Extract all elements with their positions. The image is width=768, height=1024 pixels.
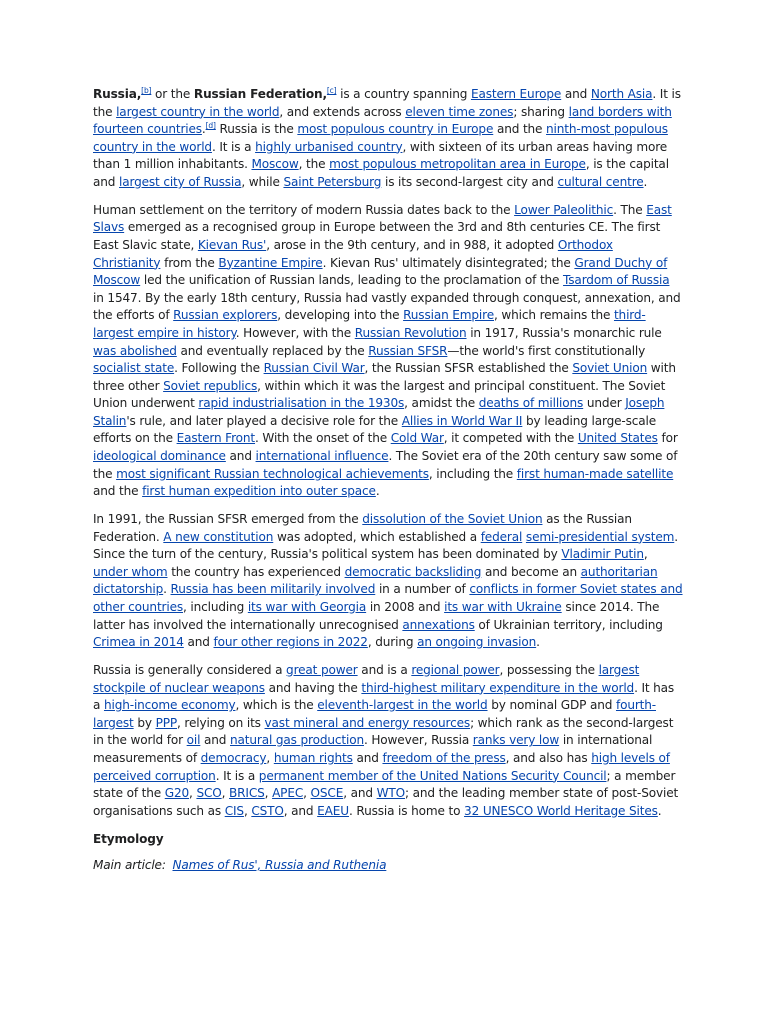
text-run: . It has a (93, 680, 675, 713)
wiki-link[interactable]: APEC (272, 786, 304, 801)
text-run: . It is the (93, 87, 681, 119)
footnote-marker (141, 86, 151, 95)
wiki-link[interactable]: annexations (402, 617, 475, 632)
wiki-link[interactable]: deaths of millions (478, 396, 584, 411)
text-run: . With the onset of the (255, 431, 391, 446)
text-run: in a number of (375, 582, 470, 597)
text-run: Human settlement on the territory of modern Russia dates back to the (93, 202, 515, 217)
wiki-link[interactable]: 32 UNESCO World Heritage Sites (464, 803, 658, 818)
text-run: , while (241, 174, 284, 189)
text-run: since 2014. The latter has involved the internationally unrecognised (93, 600, 660, 632)
wiki-link[interactable]: democracy (200, 750, 267, 765)
text-run: . Since the turn of the century, Russia's political system has been dominated by (93, 529, 678, 562)
text-run: , relying on its (177, 715, 265, 730)
text-run: , during (367, 635, 418, 650)
wiki-link[interactable]: Grand Duchy of Moscow (93, 255, 668, 288)
text-run: —the world's first constitutionally (447, 343, 646, 358)
text-run: , which remains the (494, 308, 614, 323)
text-run: Russia is the (215, 122, 298, 137)
wiki-link[interactable]: most populous country in Europe (297, 122, 494, 137)
wiki-link[interactable]: Saint Petersburg (283, 174, 382, 189)
wiki-link[interactable]: semi-presidential system (525, 529, 675, 544)
text-run: from the (160, 255, 219, 270)
text-run: , which is the (235, 698, 318, 713)
wiki-link[interactable]: Allies in World War II (401, 413, 523, 428)
wiki-link[interactable]: four other regions in 2022 (213, 635, 368, 650)
text-run: is its second-largest city and (381, 174, 558, 189)
wiki-link[interactable]: Eastern Europe (470, 87, 562, 101)
wiki-link[interactable]: Soviet republics (163, 378, 258, 393)
wiki-link[interactable]: vast mineral and energy resources (264, 715, 471, 730)
wiki-link[interactable]: authoritarian (580, 564, 658, 579)
wiki-link[interactable]: Russian SFSR (368, 343, 448, 358)
text-run: by (133, 715, 156, 730)
text-run: in 1547. By the early 18th century, Russia had vastly expanded through conquest, annexation, and the efforts of (93, 290, 681, 323)
text-run: . The Soviet era of the 20th century saw some of the (93, 449, 678, 481)
text-run: and the (93, 484, 143, 499)
text-run: , (303, 786, 311, 801)
wiki-link[interactable]: high-income economy (103, 698, 236, 713)
text-run: the country has experienced (167, 564, 345, 579)
text-run: , including (183, 600, 248, 614)
text-run: , (221, 786, 230, 801)
wiki-link[interactable]: Cold War (390, 431, 444, 446)
text-run: in 1917, Russia's monarchic rule (466, 325, 662, 340)
article-body (93, 86, 683, 820)
wiki-link[interactable]: PPP (155, 715, 178, 730)
wiki-link[interactable]: BRICS (229, 786, 265, 801)
wiki-link[interactable]: first human-made satellite (516, 466, 674, 481)
wiki-link[interactable]: largest country in the world (116, 104, 280, 119)
text-run: . (643, 174, 648, 189)
text-run: as the Russian Federation. (93, 512, 632, 544)
text-run: , including the (428, 466, 517, 481)
wiki-link[interactable]: Lower Paleolithic (514, 202, 614, 217)
wiki-link[interactable]: SCO (196, 786, 222, 801)
paragraph-4 (93, 662, 683, 820)
text-run: . (657, 803, 662, 818)
wiki-link[interactable]: CIS (224, 803, 244, 818)
text-run: , (264, 786, 273, 801)
text-run: . However, Russia (363, 733, 473, 748)
wiki-link[interactable]: A new constitution (163, 529, 274, 544)
wiki-link[interactable]: its war with Georgia (247, 600, 367, 614)
wiki-link[interactable]: Joseph Stalin (93, 396, 665, 428)
wiki-link[interactable]: democratic backsliding (344, 564, 482, 579)
bold-text: Russia, (93, 87, 142, 101)
wiki-link[interactable]: human rights (273, 750, 353, 765)
section-heading-etymology: Etymology (93, 831, 164, 846)
wiki-link[interactable]: largest city of Russia (119, 174, 242, 189)
text-run: and eventually replaced by the (176, 343, 369, 358)
footnote-link[interactable]: [d] (205, 121, 216, 131)
wiki-link[interactable]: oil (186, 733, 201, 748)
footnote-marker (327, 86, 337, 95)
wiki-link[interactable]: an ongoing invasion (417, 635, 537, 650)
text-run: with three other (93, 361, 676, 393)
text-run: . Following the (174, 361, 264, 376)
text-run: . (375, 484, 380, 499)
wiki-link[interactable]: third-highest military expenditure in the world (361, 680, 635, 695)
wiki-link[interactable]: federal (480, 529, 523, 544)
wiki-link[interactable]: natural gas production (230, 733, 364, 748)
text-run: . Russia is home to (348, 803, 465, 818)
main-article-note (93, 857, 683, 875)
wiki-link[interactable]: Moscow (251, 157, 299, 172)
wiki-link[interactable]: Tsardom of Russia (563, 273, 670, 288)
wiki-link[interactable]: Byzantine Empire (218, 255, 323, 270)
paragraph-1 (93, 86, 683, 192)
wiki-link[interactable]: North Asia (590, 87, 653, 101)
wiki-link[interactable]: G20 (164, 786, 190, 801)
wiki-link[interactable]: ranks very low (472, 733, 560, 748)
wiki-link[interactable]: Soviet Union (572, 361, 648, 376)
wiki-link[interactable]: Russian Revolution (354, 325, 467, 340)
text-run: Russia is generally considered a (93, 662, 287, 677)
wiki-link[interactable]: high levels of perceived corruption (93, 750, 670, 783)
text-run: , arose in the 9th century, and in 988, it adopted (266, 237, 558, 252)
wiki-link[interactable]: great power (286, 662, 358, 677)
text-run: , the Russian SFSR established the (364, 361, 573, 376)
text-run: . It is a (211, 139, 256, 154)
text-run: , it competed with the (443, 431, 578, 446)
paragraph-2 (93, 202, 683, 501)
text-run: and (200, 733, 231, 748)
footnote-link[interactable]: [c] (326, 86, 337, 95)
wiki-link[interactable]: regional power (411, 662, 500, 677)
text-run: , and also has (505, 750, 592, 765)
text-run: ; a member state of the (93, 768, 676, 801)
text-run: led the unification of Russian lands, leading to the proclamation of the (140, 273, 564, 288)
text-run: , and extends across (279, 104, 406, 119)
text-run: . Kievan Rus' ultimately disintegrated; the (322, 255, 575, 270)
text-run: and (352, 750, 383, 765)
wiki-link[interactable]: rapid industrialisation in the 1930s (198, 396, 405, 411)
wiki-link[interactable]: dictatorship (93, 582, 164, 597)
text-run: ; and the leading member state of post-Soviet organisations such as (93, 786, 679, 818)
main-article-label: Main article: (93, 857, 166, 872)
wiki-link[interactable]: conflicts in former Soviet states and other countries (93, 582, 683, 614)
wiki-link[interactable]: first human expedition into outer space (142, 484, 376, 499)
wiki-link[interactable]: United States (577, 431, 658, 446)
text-run: and (561, 87, 591, 101)
text-run: , (243, 803, 252, 818)
text-run: , possessing the (499, 662, 599, 677)
text-run: , with sixteen of its urban areas having more than 1 million inhabitants. (93, 139, 668, 172)
wiki-link[interactable]: dissolution of the Soviet Union (362, 512, 543, 527)
main-article-link[interactable]: Names of Rus', Russia and Ruthenia (172, 857, 387, 872)
text-run: and the (493, 122, 547, 137)
text-run: emerged as a recognised group in Europe between the 3rd and 8th centuries CE. The first East Slavic state, (93, 220, 661, 252)
wiki-link[interactable]: Russian Empire (403, 308, 494, 323)
wiki-link[interactable]: Eastern Front (176, 431, 256, 446)
bold-text: Russian Federation, (193, 87, 327, 101)
wiki-link[interactable]: freedom of the press (382, 750, 506, 765)
wiki-link[interactable]: Orthodox Christianity (93, 237, 613, 270)
text-run: . (201, 122, 206, 137)
wiki-link[interactable]: cultural centre (557, 174, 644, 189)
text-run: , (643, 547, 648, 562)
text-run: 's rule, and later played a decisive role for the (126, 413, 402, 428)
wiki-link[interactable]: Crimea in 2014 (93, 635, 184, 650)
wiki-link[interactable]: EAEU (317, 803, 349, 818)
wiki-link[interactable]: Vladimir Putin (561, 547, 644, 562)
text-run: , developing into the (277, 308, 404, 323)
wiki-link[interactable]: East Slavs (93, 202, 672, 235)
text-run: . It is a (215, 768, 259, 783)
text-run: ; which rank as the second-largest in the world for (93, 715, 674, 748)
text-run: by leading large-scale efforts on the (93, 413, 657, 446)
text-run: , (189, 786, 197, 801)
text-run: and (183, 635, 214, 650)
wiki-link[interactable]: WTO (376, 786, 406, 801)
text-run: in international measurements of (93, 733, 653, 765)
text-run: , and (343, 786, 377, 801)
wiki-link[interactable]: international influence (255, 449, 389, 464)
wiki-link[interactable]: largest stockpile of nuclear weapons (93, 662, 640, 695)
wiki-link[interactable]: land borders with fourteen countries (93, 104, 672, 137)
text-run: and (225, 449, 256, 464)
text-run: , and (283, 803, 318, 818)
wiki-link[interactable]: most populous metropolitan area in Europe (329, 157, 586, 172)
wiki-link[interactable]: Russia has been militarily involved (170, 582, 376, 597)
wiki-link[interactable]: socialist state (93, 361, 175, 376)
text-run: . However, with the (235, 325, 355, 340)
wiki-link[interactable]: fourth-largest (93, 698, 656, 730)
wiki-link[interactable]: under whom (93, 564, 168, 579)
text-run: was adopted, which established a (273, 529, 481, 544)
text-run: and having the (264, 680, 362, 695)
wiki-link[interactable]: highly urbanised country (255, 139, 403, 154)
wiki-link[interactable]: OSCE (310, 786, 344, 801)
wiki-link[interactable]: its war with Ukraine (444, 600, 562, 614)
wiki-link[interactable]: permanent member of the United Nations Security Council (258, 768, 607, 783)
text-run: and become an (481, 564, 581, 579)
text-run: and is a (357, 662, 412, 677)
text-run: , is the capital and (93, 157, 669, 189)
text-run: under (583, 396, 626, 411)
wiki-link[interactable]: eleven time zones (405, 104, 514, 119)
wiki-link[interactable]: was abolished (93, 343, 177, 358)
wiki-link[interactable]: Kievan Rus' (197, 237, 267, 252)
wiki-link[interactable]: eleventh-largest in the world (317, 698, 488, 713)
text-run: . (163, 582, 171, 597)
article-content (93, 86, 683, 874)
text-run: by nominal GDP and (487, 698, 616, 713)
text-run: , amidst the (404, 396, 479, 411)
text-run: , within which it was the largest and principal constituent. The Soviet Union underwent (93, 378, 666, 411)
text-run: . (536, 635, 540, 650)
text-run: or the (151, 87, 194, 101)
text-run: , (266, 750, 274, 765)
text-run: In 1991, the Russian SFSR emerged from the (93, 512, 363, 527)
footnote-marker (206, 121, 216, 130)
text-run: of Ukrainian territory, including (474, 617, 663, 632)
text-run: , the (298, 157, 330, 172)
wiki-link[interactable]: Russian Civil War (263, 361, 365, 376)
text-run: for (657, 431, 678, 446)
wiki-link[interactable]: ideological dominance (93, 449, 226, 464)
text-run: . The (613, 202, 647, 217)
text-run: in 2008 and (366, 600, 445, 614)
wiki-link[interactable]: ninth-most populous country in the world (93, 122, 668, 154)
footnote-link[interactable]: [b] (141, 86, 152, 95)
paragraph-3 (93, 511, 683, 652)
wiki-link[interactable]: Russian explorers (173, 308, 278, 323)
wiki-link[interactable]: third-largest empire in history (93, 308, 646, 340)
text-run: ; sharing (513, 104, 569, 119)
wiki-link[interactable]: CSTO (251, 803, 284, 818)
wiki-link[interactable]: most significant Russian technological achievements (116, 466, 429, 481)
text-run: is a country spanning (336, 87, 471, 101)
